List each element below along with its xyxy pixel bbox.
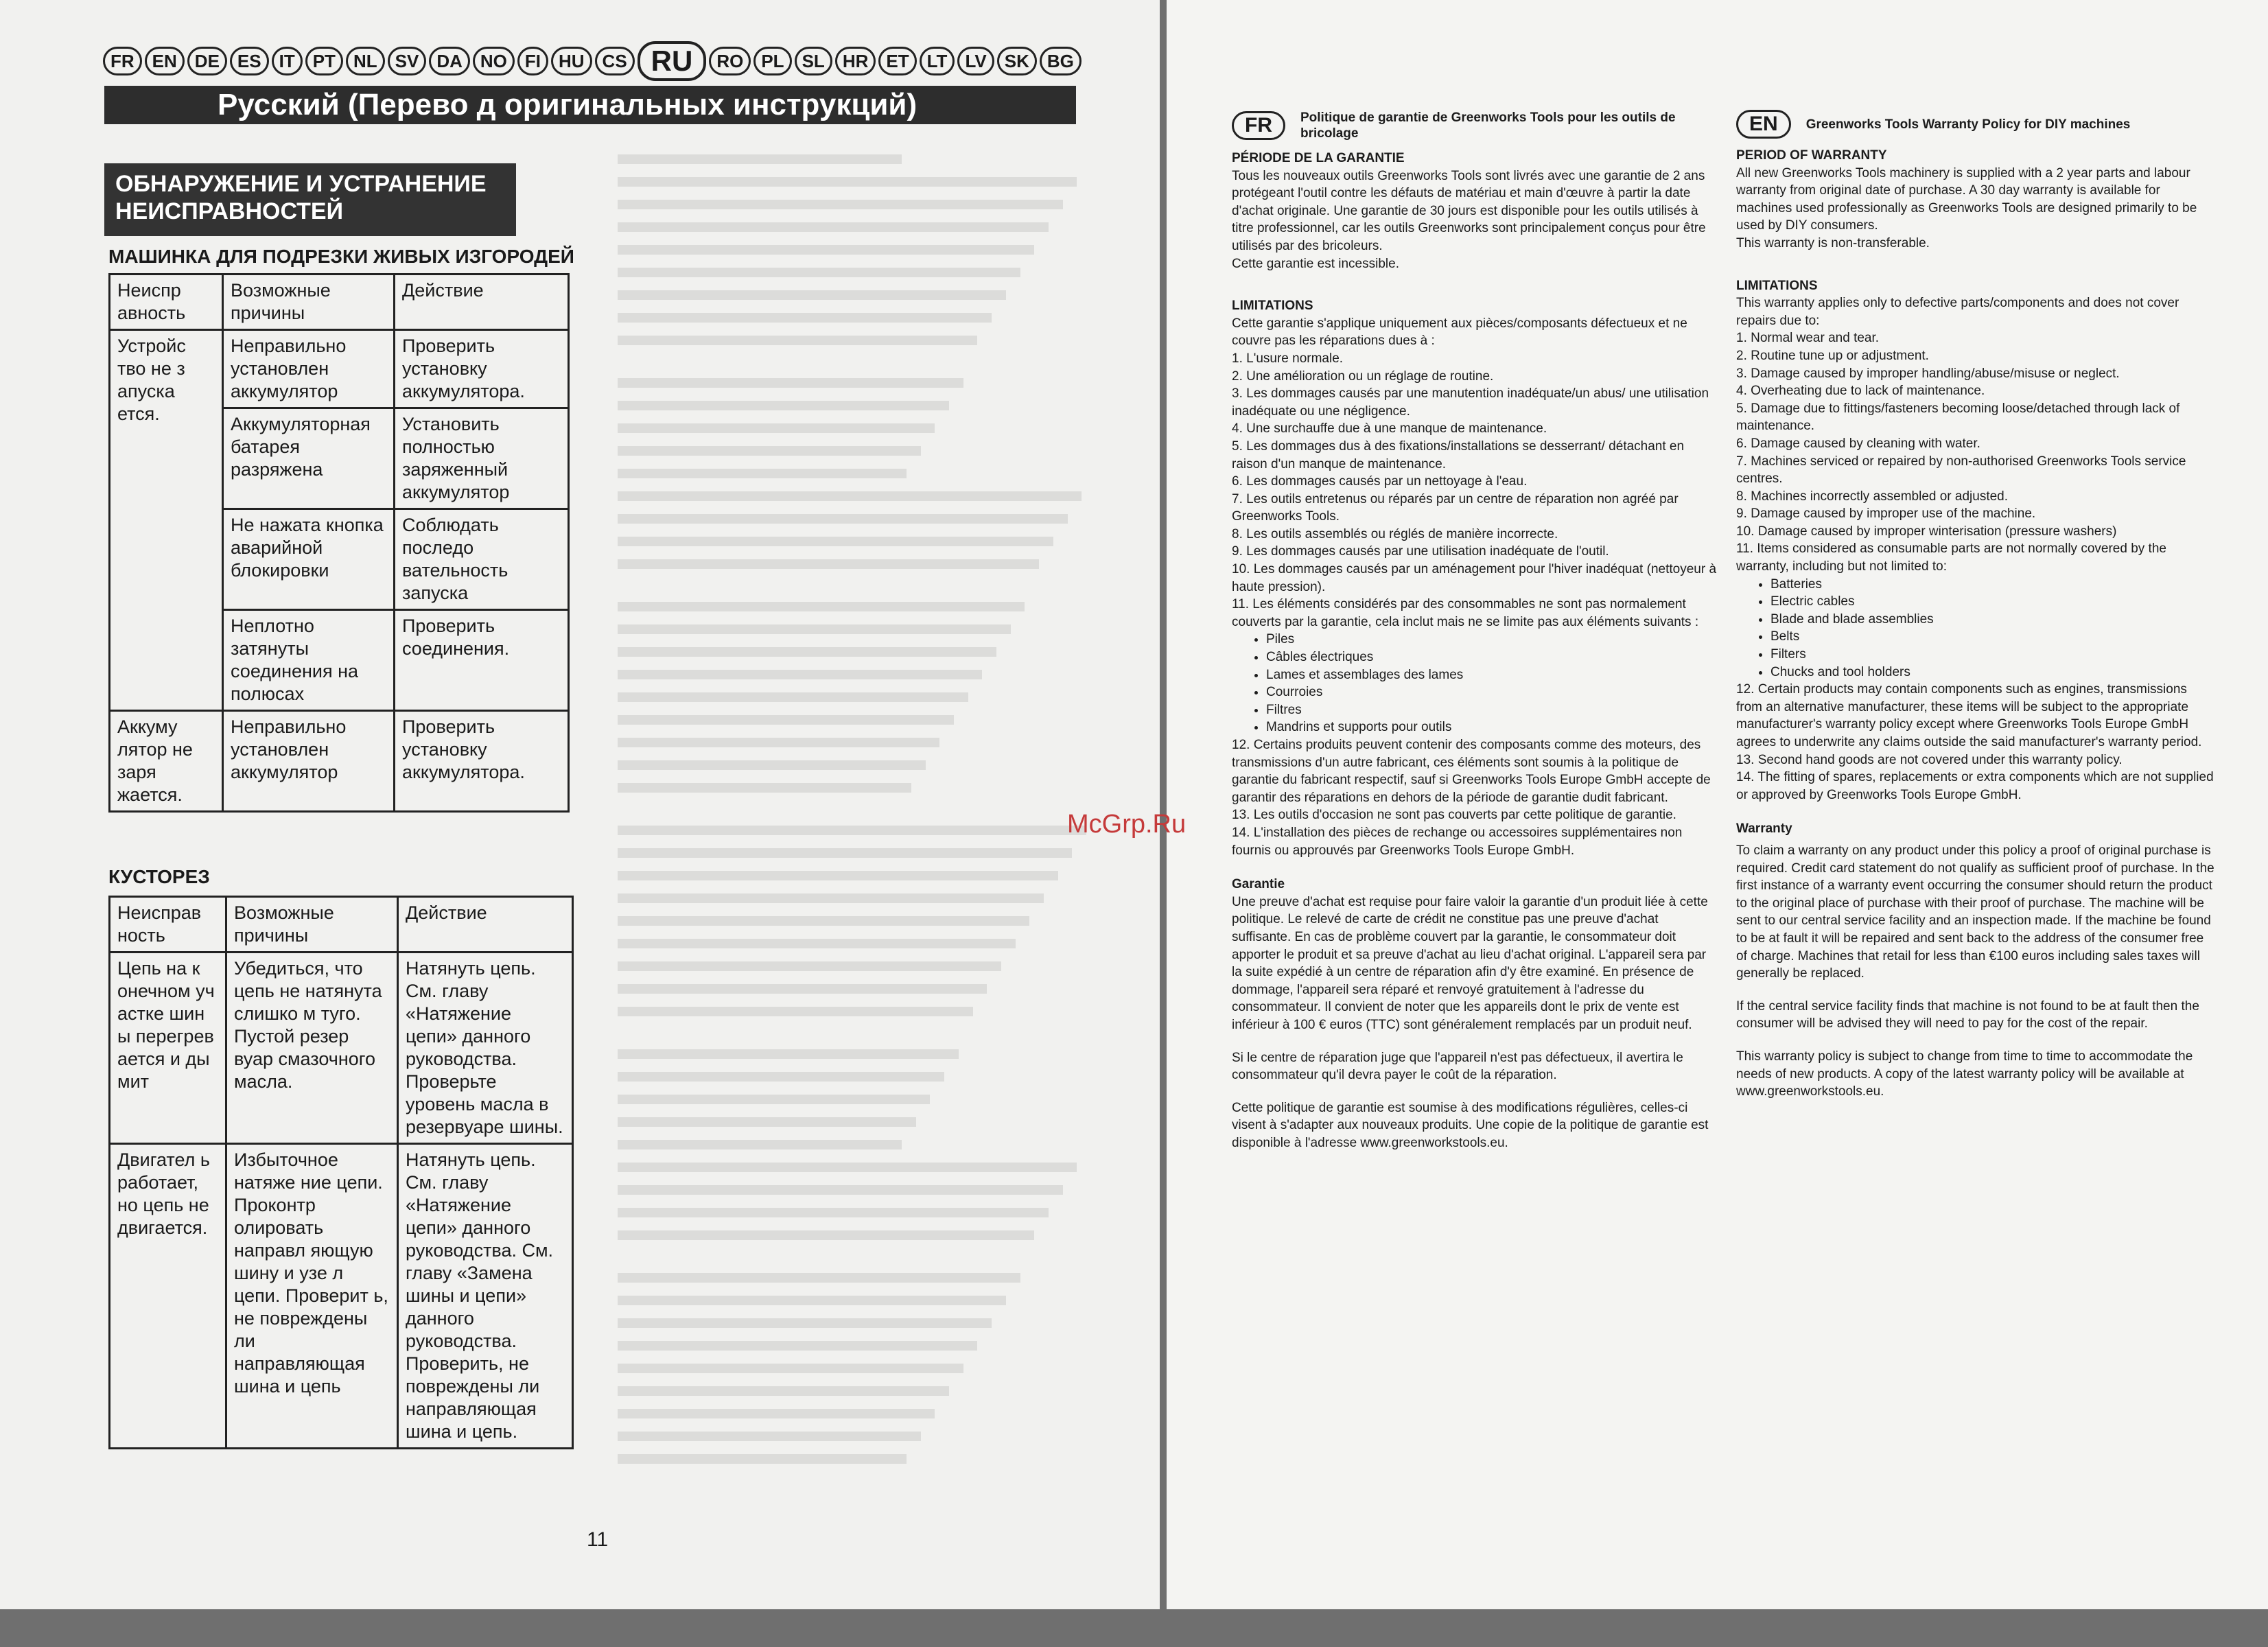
table-row <box>110 711 569 812</box>
bleed-line <box>618 491 1082 501</box>
bleed-through-text <box>618 154 1091 1479</box>
fr-garantie-text3: Cette politique de garantie est soumise à des modifications régulières, celles-ci visent à s'adapter aux nouveaux produits. Une copie de la politique de garantie est disponible à l'adresse www.greenworkstools.eu. <box>1232 1100 1709 1150</box>
bleed-line <box>618 1072 944 1082</box>
lang-badge-ru: RU <box>638 41 707 81</box>
list-item: • Chucks and tool holders <box>1770 664 2217 681</box>
bleed-line <box>618 537 1053 546</box>
list-item: • Belts <box>1770 628 2217 646</box>
list-item: 4. Overheating due to lack of maintenance. <box>1736 384 1985 399</box>
column-header: Действие <box>398 897 573 953</box>
bleed-line <box>618 738 939 747</box>
fr-title: Politique de garantie de Greenworks Tools pour les outils de bricolage <box>1300 110 1676 141</box>
bleed-line <box>618 1318 992 1328</box>
bleed-line <box>618 984 987 994</box>
list-item: 14. L'installation des pièces de rechange ou accessoires supplémentaires non fournis ou approuvés par Greenworks Tools Europe GmbH. <box>1232 825 1683 858</box>
bleed-line <box>618 200 1063 209</box>
en-consumables-list <box>1736 576 2217 681</box>
en-title: Greenworks Tools Warranty Policy for DIY machines <box>1805 117 2131 132</box>
bleed-line <box>618 848 1072 858</box>
lang-badge-fr: FR <box>1232 111 1285 140</box>
page-title: Русский (Перево д оригинальных инструкций) <box>104 86 1076 124</box>
list-item: • Filtres <box>1266 701 1719 719</box>
lang-badge-nl: NL <box>346 47 385 75</box>
table-cell-cause: Неправильно установлен аккумулятор <box>223 330 395 408</box>
bleed-line <box>618 783 911 793</box>
bleed-line <box>618 290 1006 300</box>
watermark: McGrp.Ru <box>1067 810 1186 839</box>
troubleshooting-table-hedge-trimmer <box>108 273 570 813</box>
lang-badge-en: EN <box>145 47 185 75</box>
list-item: 1. Normal wear and tear. <box>1736 331 1880 346</box>
en-warranty-text3: This warranty policy is subject to change from time to time to accommodate the needs of new products. A copy of the latest warranty policy will be available at www.greenworkstools.eu. <box>1736 1049 2193 1099</box>
bleed-line <box>618 1296 1006 1305</box>
bleed-line <box>618 1140 902 1149</box>
en-limitations-intro: This warranty applies only to defective parts/components and does not cover repairs due to: <box>1736 296 2179 328</box>
bleed-line <box>618 939 1016 948</box>
column-header: Возможные причины <box>223 274 395 330</box>
table-cell-cause: Избыточное натяже ние цепи. Проконтр олировать направл яющую шину и узе л цепи. Проверит ь, не повреждены ли направляющая шина и цепь <box>226 1144 398 1449</box>
lang-badge-fr: FR <box>103 47 142 75</box>
fr-consumables-list <box>1232 631 1719 736</box>
bleed-line <box>618 871 1058 880</box>
table-cell-problem: Аккуму лятор не заря жается. <box>110 711 223 812</box>
list-item: 7. Les outils entretenus ou réparés par un centre de réparation non agréé par Greenworks Tools. <box>1232 491 1679 524</box>
table-row <box>110 330 569 408</box>
list-item: 13. Les outils d'occasion ne sont pas couverts par cette politique de garantie. <box>1232 808 1676 823</box>
bleed-line <box>618 1409 935 1418</box>
bleed-line <box>618 559 1039 569</box>
list-item: 10. Damage caused by improper winterisation (pressure washers) <box>1736 524 2117 539</box>
fr-garantie-text2: Si le centre de réparation juge que l'appareil n'est pas défectueux, il avertira le consommateur qu'il devra payer le coût de la réparation. <box>1232 1050 1683 1083</box>
list-item: 4. Une surchauffe due à une manque de maintenance. <box>1232 421 1547 436</box>
bleed-line <box>618 1230 1034 1240</box>
table-cell-action: Проверить установку аккумулятора. <box>395 330 569 408</box>
table-cell-action: Соблюдать последо вательность запуска <box>395 509 569 610</box>
table-cell-problem: Устройс тво не з апуска ется. <box>110 330 223 711</box>
lang-badge-sk: SK <box>997 47 1037 75</box>
table-row <box>110 953 573 1144</box>
bleed-line <box>618 1273 1020 1283</box>
fr-period-text2: Cette garantie est incessible. <box>1232 256 1399 271</box>
lang-badge-fi: FI <box>517 47 548 75</box>
lang-badge-sl: SL <box>795 47 832 75</box>
lang-badge-hr: HR <box>835 47 876 75</box>
fr-limitations-list <box>1232 350 1719 631</box>
lang-badge-it: IT <box>272 47 303 75</box>
section-title: ОБНАРУЖЕНИЕ И УСТРАНЕНИЕ НЕИСПРАВНОСТЕЙ <box>104 163 516 236</box>
table-cell-cause: Неправильно установлен аккумулятор <box>223 711 395 812</box>
table-cell-action: Проверить установку аккумулятора. <box>395 711 569 812</box>
bleed-line <box>618 245 1034 255</box>
en-warranty-text: To claim a warranty on any product under this policy a proof of original purchase is required. Credit card statement do not qualify as sufficient proof of purchase. In the first instance of a warranty event occurring the consumer should return the product to the original place of purchase with their proof of purchase. The machine will be sent to our central service facility and an inspection made. If the machine be found to be at fault it will be repaired and sent back to the address of the consumer free of charge. Machines that retail for less than €100 euros including sales taxes will generally be replaced. <box>1736 843 2214 981</box>
table-cell-cause: Не нажата кнопка аварийной блокировки <box>223 509 395 610</box>
bleed-line <box>618 1386 949 1396</box>
column-header: Возможные причины <box>226 897 398 953</box>
list-item: 5. Les dommages dus à des fixations/installations se desserrant/ détachant en raison d'un manque de maintenance. <box>1232 439 1685 471</box>
bleed-line <box>618 692 968 702</box>
list-item: • Piles <box>1266 631 1719 649</box>
table-cell-cause: Убедиться, что цепь не натянута слишко м туго. Пустой резер вуар смазочного масла. <box>226 953 398 1144</box>
column-header: Неисправ ность <box>110 897 226 953</box>
bleed-line <box>618 401 949 410</box>
list-item: 1. L'usure normale. <box>1232 351 1344 366</box>
table-cell-action: Установить полностью заряженный аккумулятор <box>395 408 569 509</box>
bleed-line <box>618 378 963 388</box>
list-item: • Blade and blade assemblies <box>1770 611 2217 629</box>
bleed-line <box>618 446 921 456</box>
troubleshooting-table-pruner <box>108 896 574 1449</box>
lang-badge-cs: CS <box>595 47 635 75</box>
fr-limitations-intro: Cette garantie s'applique uniquement aux pièces/composants défectueux et ne couvre pas les réparations dues à : <box>1232 316 1687 349</box>
en-warranty-text2: If the central service facility finds that machine is not found to be at fault then the consumer will be advised they will need to pay for the cost of the repair. <box>1736 998 2199 1031</box>
bleed-line <box>618 313 992 323</box>
lang-badge-es: ES <box>230 47 269 75</box>
list-item: 2. Routine tune up or adjustment. <box>1736 348 1929 363</box>
bleed-line <box>618 514 1068 524</box>
list-item: 8. Machines incorrectly assembled or adjusted. <box>1736 489 2009 504</box>
list-item: 12. Certains produits peuvent contenir des composants comme des moteurs, des transmissions d'un autre fabricant, ces éléments sont soumis à la politique de garantie du fabricant respectif, sauf si Greenworks Tools Europe GmbH accepte de garantir des réparations en dehors de la période de garantie dudit fabricant. <box>1232 738 1711 805</box>
list-item: 7. Machines serviced or repaired by non-authorised Greenworks Tools service centres. <box>1736 454 2186 487</box>
lang-badge-sv: SV <box>388 47 427 75</box>
lang-badge-lv: LV <box>957 47 994 75</box>
warranty-column-en <box>1736 110 2217 1101</box>
list-item: 6. Les dommages causés par un nettoyage à l'eau. <box>1232 474 1528 489</box>
en-limitations-list <box>1736 329 2217 575</box>
table1-heading: МАШИНКА ДЛЯ ПОДРЕЗКИ ЖИВЫХ ИЗГОРОДЕЙ <box>108 246 574 267</box>
bleed-line <box>618 961 1001 971</box>
bleed-line <box>618 423 935 433</box>
bleed-line <box>618 826 1086 835</box>
list-item: • Lames et assemblages des lames <box>1266 666 1719 684</box>
warranty-column-fr <box>1232 110 1719 1152</box>
fr-garantie-heading: Garantie <box>1232 877 1285 892</box>
lang-badge-pt: PT <box>305 47 343 75</box>
list-item: • Courroies <box>1266 684 1719 701</box>
bleed-line <box>618 1095 930 1104</box>
list-item: • Electric cables <box>1770 593 2217 611</box>
table-cell-problem: Двигател ь работает, но цепь не двигается. <box>110 1144 226 1449</box>
fr-limitations-list-2 <box>1232 736 1719 859</box>
en-warranty-heading: Warranty <box>1736 821 1792 837</box>
bleed-line <box>618 760 926 770</box>
list-item: 10. Les dommages causés par un aménagement pour l'hiver inadéquat (nettoyeur à haute pression). <box>1232 562 1717 594</box>
left-page <box>0 0 1160 1609</box>
table2-heading: КУСТОРЕЗ <box>108 866 210 887</box>
bleed-line <box>618 602 1025 611</box>
fr-period-heading: PÉRIODE DE LA GARANTIE <box>1232 151 1405 165</box>
page-number: 11 <box>587 1528 609 1551</box>
bleed-line <box>618 1208 1049 1217</box>
en-limitations-list-2 <box>1736 681 2217 804</box>
table-cell-cause: Аккумуляторная батарея разряжена <box>223 408 395 509</box>
bleed-line <box>618 916 1029 926</box>
bleed-line <box>618 1341 977 1351</box>
list-item: 8. Les outils assemblés ou réglés de manière incorrecte. <box>1232 526 1558 541</box>
en-limitations-heading: LIMITATIONS <box>1736 278 1818 293</box>
column-header: Действие <box>395 274 569 330</box>
bleed-line <box>618 1432 921 1441</box>
list-item: 14. The fitting of spares, replacements or extra components which are not supplied or approved by Greenworks Tools Europe GmbH. <box>1736 770 2214 802</box>
table-cell-cause: Неплотно затянуты соединения на полюсах <box>223 610 395 711</box>
list-item: • Mandrins et supports pour outils <box>1266 719 1719 736</box>
lang-badge-da: DA <box>429 47 470 75</box>
bleed-line <box>618 222 1049 232</box>
list-item: 3. Les dommages causés par une manutention inadéquate/un abus/ une utilisation inadéquate ou une négligence. <box>1232 386 1709 419</box>
column-header: Неиспр авность <box>110 274 223 330</box>
table-header-row <box>110 274 569 330</box>
lang-badge-pl: PL <box>753 47 791 75</box>
fr-limitations-heading: LIMITATIONS <box>1232 299 1313 314</box>
bleed-line <box>618 1049 959 1059</box>
en-period-text: All new Greenworks Tools machinery is supplied with a 2 year parts and labour warranty from original date of purchase. A 30 day warranty is available for machines used professionally as Greenworks Tools are designed primarily to be used by DIY consumers. <box>1736 165 2197 233</box>
list-item: 11. Items considered as consumable parts are not normally covered by the warranty, including but not limited to: <box>1736 541 2166 574</box>
table-row <box>110 1144 573 1449</box>
list-item: 9. Les dommages causés par une utilisation inadéquate de l'outil. <box>1232 544 1609 559</box>
table-cell-problem: Цепь на к онечном уч астке шин ы перегрев ается и ды мит <box>110 953 226 1144</box>
lang-badge-hu: HU <box>551 47 592 75</box>
bleed-line <box>618 1185 1063 1195</box>
bleed-line <box>618 1007 973 1016</box>
bleed-line <box>618 177 1077 187</box>
lang-badge-de: DE <box>187 47 227 75</box>
list-item: 9. Damage caused by improper use of the machine. <box>1736 506 2036 522</box>
list-item: 3. Damage caused by improper handling/abuse/misuse or neglect. <box>1736 366 2120 381</box>
bleed-line <box>618 469 907 478</box>
list-item: 2. Une amélioration ou un réglage de routine. <box>1232 369 1494 384</box>
bleed-line <box>618 1364 963 1373</box>
list-item: 12. Certain products may contain components such as engines, transmissions from an alternative manufacturer, these items will be subject to the appropriate manufacturer's warranty policy except where Greenworks Tools Europe GmbH agrees to underwrite any claims outside the said manufacturer's warranty period. <box>1736 682 2202 749</box>
bleed-line <box>618 893 1044 903</box>
lang-badge-no: NO <box>473 47 515 75</box>
fr-period-text: Tous les nouveaux outils Greenworks Tools sont livrés avec une garantie de 2 ans protégeant l'outil contre les défauts de matériau et main d'œuvre à partir la date d'achat originale. Une garantie de 30 jours est disponible pour les outils utilisés à titre professionnel, car les outils Greenworks sont principalement conçus pour être utilisés par des bricoleurs. <box>1232 168 1706 253</box>
lang-badge-en: EN <box>1736 110 1791 139</box>
fr-garantie-text: Une preuve d'achat est requise pour faire valoir la garantie d'un produit liée à cette politique. Le relevé de carte de crédit ne constitue pas une preuve d'achat suffisante. En cas de problème couvert par la garantie, le consommateur doit apporter le produit et sa preuve d'achat au lieu d'achat original. L'appareil sera par la suite expédié à un centre de réparation afin d'y être examiné. En présence de dommage, l'appareil sera réparé et renvoyé gratuitement à l'adresse du consommateur. Il convient de noter que les appareils dont le prix de vente est inférieur à 100 € euros (TTC) sont généralement remplacés par un produit neuf. <box>1232 894 1708 1032</box>
lang-badge-et: ET <box>878 47 916 75</box>
list-item: • Filters <box>1770 646 2217 664</box>
list-item: 13. Second hand goods are not covered under this warranty policy. <box>1736 752 2123 767</box>
table-header-row <box>110 897 573 953</box>
bleed-line <box>618 1163 1077 1172</box>
bleed-line <box>618 670 982 679</box>
list-item: 6. Damage caused by cleaning with water. <box>1736 436 1980 451</box>
table-cell-action: Проверить соединения. <box>395 610 569 711</box>
bleed-line <box>618 154 902 164</box>
bleed-line <box>618 624 1011 634</box>
lang-badge-bg: BG <box>1040 47 1082 75</box>
bleed-line <box>618 715 954 725</box>
bleed-line <box>618 268 1020 277</box>
lang-badge-lt: LT <box>920 47 955 75</box>
en-period-heading: PERIOD OF WARRANTY <box>1736 148 1887 163</box>
bleed-line <box>618 647 996 657</box>
en-period-text2: This warranty is non-transferable. <box>1736 235 1930 250</box>
list-item: • Câbles électriques <box>1266 649 1719 666</box>
language-selector <box>103 41 1084 81</box>
list-item: 5. Damage due to fittings/fasteners becoming loose/detached through lack of maintenance. <box>1736 401 2180 434</box>
bleed-line <box>618 1117 916 1127</box>
list-item: 11. Les éléments considérés par des consommables ne sont pas normalement couverts par la garantie, cela inclut mais ne se limite pas aux éléments suivants : <box>1232 597 1699 629</box>
bleed-line <box>618 336 977 345</box>
lang-badge-ro: RO <box>709 47 751 75</box>
list-item: • Batteries <box>1770 576 2217 594</box>
table-cell-action: Натянуть цепь. См. главу «Натяжение цепи» данного руководства. См. главу «Замена шины и цепи» данного руководства. Проверить, не повреждены ли направляющая шина и цепь. <box>398 1144 573 1449</box>
bleed-line <box>618 1454 907 1464</box>
table-cell-action: Натянуть цепь. См. главу «Натяжение цепи» данного руководства. Проверьте уровень масла в резервуаре шины. <box>398 953 573 1144</box>
